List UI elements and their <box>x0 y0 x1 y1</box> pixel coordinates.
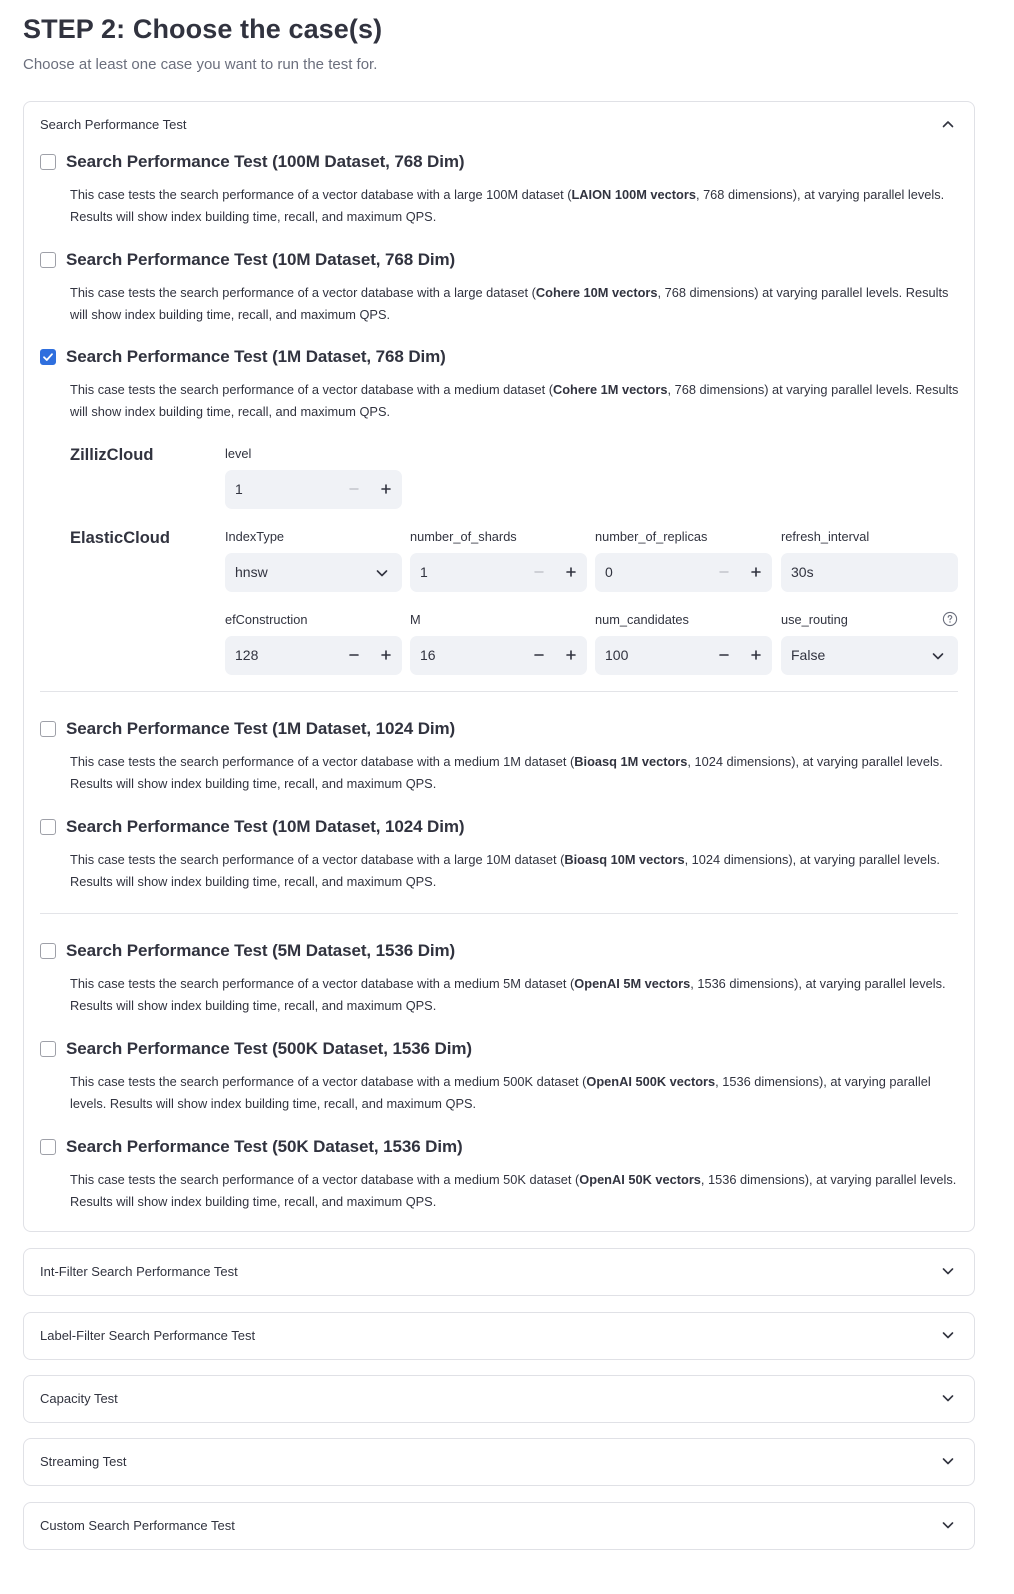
case-title: Search Performance Test (10M Dataset, 768 Dim) <box>66 250 456 269</box>
field-label-refresh: refresh_interval <box>781 529 870 544</box>
case-title: Search Performance Test (1M Dataset, 768 Dim) <box>66 347 446 366</box>
plus-icon[interactable] <box>746 562 766 582</box>
case-description: This case tests the search performance of a vector database with a large 10M dataset (Bioasq 10M vectors, 1024 dimensions), at varying parallel levels. Results will show index building time, recall, and maximum QPS. <box>70 852 940 889</box>
case-title: Search Performance Test (100M Dataset, 768 Dim) <box>66 152 465 171</box>
minus-icon[interactable] <box>714 562 734 582</box>
m-value: 16 <box>420 647 436 663</box>
expander-int-filter[interactable] <box>23 1248 975 1296</box>
field-label-level: level <box>225 446 252 461</box>
index-type-select[interactable] <box>225 553 402 592</box>
expander-header[interactable] <box>24 1503 974 1549</box>
db-label-elastic: ElasticCloud <box>70 529 170 547</box>
case-10m-768 <box>40 250 960 324</box>
use-routing-value: False <box>791 647 826 663</box>
use-routing-select[interactable] <box>781 636 958 675</box>
minus-icon[interactable] <box>529 562 549 582</box>
plus-icon[interactable] <box>561 562 581 582</box>
expander-label: Capacity Test <box>40 1391 118 1406</box>
expander-streaming[interactable] <box>23 1438 975 1486</box>
field-label-routing: use_routing <box>781 612 848 627</box>
case-5m-1536 <box>40 941 960 1015</box>
expander-header[interactable] <box>24 1313 974 1359</box>
minus-icon[interactable] <box>529 645 549 665</box>
case-checkbox[interactable] <box>40 1139 56 1155</box>
field-label-index-type: IndexType <box>225 529 285 544</box>
page-subtitle: Choose at least one case you want to run the test for. <box>23 56 378 73</box>
case-checkbox[interactable] <box>40 721 56 737</box>
minus-icon[interactable] <box>344 479 364 499</box>
page-title: STEP 2: Choose the case(s) <box>23 14 383 44</box>
expander-label: Custom Search Performance Test <box>40 1518 235 1533</box>
case-10m-1024 <box>40 817 960 891</box>
question-circle-icon[interactable] <box>942 611 958 627</box>
refresh-interval-value: 30s <box>791 564 814 580</box>
shards-stepper[interactable] <box>410 553 587 592</box>
plus-icon[interactable] <box>561 645 581 665</box>
level-value: 1 <box>235 481 243 497</box>
field-label-candidates: num_candidates <box>595 612 689 627</box>
expander-custom[interactable] <box>23 1502 975 1550</box>
chevron-down-icon[interactable] <box>940 1263 956 1279</box>
case-500k-1536 <box>40 1039 960 1113</box>
case-description: This case tests the search performance of a vector database with a medium dataset (Cohere 1M vectors, 768 dimensions) at varying parallel levels. Results will show index building time, recall, and maximum QPS. <box>70 382 959 419</box>
level-stepper[interactable] <box>225 470 402 509</box>
db-label-zilliz: ZillizCloud <box>70 446 154 464</box>
expander-capacity[interactable] <box>23 1375 975 1423</box>
case-title: Search Performance Test (1M Dataset, 1024 Dim) <box>66 719 456 738</box>
refresh-interval-input[interactable] <box>781 553 958 592</box>
expander-search-performance <box>23 101 975 1232</box>
case-checkbox[interactable] <box>40 252 56 268</box>
index-type-value: hnsw <box>235 564 268 580</box>
case-description: This case tests the search performance of a vector database with a large dataset (Cohere 10M vectors, 768 dimensions) at varying parallel levels. Results will show index building time, recall, and maximum QPS. <box>70 285 949 322</box>
expander-label: Int-Filter Search Performance Test <box>40 1264 238 1279</box>
expander-label: Label-Filter Search Performance Test <box>40 1328 256 1343</box>
expander-header-search-performance[interactable] <box>24 102 974 148</box>
case-title: Search Performance Test (5M Dataset, 1536 Dim) <box>66 941 456 960</box>
expander-header[interactable] <box>24 1376 974 1422</box>
case-title: Search Performance Test (500K Dataset, 1536 Dim) <box>66 1039 472 1058</box>
case-checkbox[interactable] <box>40 1041 56 1057</box>
case-checkbox[interactable] <box>40 349 56 365</box>
chevron-down-icon[interactable] <box>940 1453 956 1469</box>
case-description: This case tests the search performance of a vector database with a medium 1M dataset (Bioasq 1M vectors, 1024 dimensions), at varying parallel levels. Results will show index building time, recall, and maximum QPS. <box>70 754 943 791</box>
chevron-down-icon[interactable] <box>940 1327 956 1343</box>
plus-icon[interactable] <box>376 479 396 499</box>
case-description: This case tests the search performance of a vector database with a medium 500K dataset (OpenAI 500K vectors, 1536 dimensions), at varying parallel levels. Results will show index building time, recall, and maximum QPS. <box>70 1074 931 1111</box>
expander-header[interactable] <box>24 1439 974 1485</box>
minus-icon[interactable] <box>344 645 364 665</box>
num-candidates-value: 100 <box>605 647 629 663</box>
m-stepper[interactable] <box>410 636 587 675</box>
case-title: Search Performance Test (10M Dataset, 1024 Dim) <box>66 817 465 836</box>
expander-header[interactable] <box>24 1249 974 1295</box>
chevron-down-icon[interactable] <box>940 1390 956 1406</box>
ef-construction-stepper[interactable] <box>225 636 402 675</box>
case-description: This case tests the search performance of a vector database with a medium 50K dataset (OpenAI 50K vectors, 1536 dimensions), at varying parallel levels. Results will show index building time, recall, and maximum QPS. <box>70 1172 957 1209</box>
case-1m-768 <box>40 347 960 421</box>
expander-label-filter[interactable] <box>23 1312 975 1360</box>
replicas-value: 0 <box>605 564 613 580</box>
expander-label: Search Performance Test <box>40 117 187 132</box>
chevron-down-icon[interactable] <box>940 1517 956 1533</box>
case-description: This case tests the search performance of a vector database with a medium 5M dataset (OpenAI 5M vectors, 1536 dimensions), at varying parallel levels. Results will show index building time, recall, and maximum QPS. <box>70 976 946 1013</box>
chevron-down-icon <box>375 566 389 580</box>
divider <box>40 913 958 914</box>
expander-label: Streaming Test <box>40 1454 127 1469</box>
replicas-stepper[interactable] <box>595 553 772 592</box>
case-title: Search Performance Test (50K Dataset, 1536 Dim) <box>66 1137 463 1156</box>
chevron-up-icon[interactable] <box>940 116 956 132</box>
plus-icon[interactable] <box>746 645 766 665</box>
minus-icon[interactable] <box>714 645 734 665</box>
case-1m-1024 <box>40 719 960 793</box>
case-checkbox[interactable] <box>40 154 56 170</box>
chevron-down-icon <box>931 649 945 663</box>
field-label-ef: efConstruction <box>225 612 308 627</box>
num-candidates-stepper[interactable] <box>595 636 772 675</box>
case-checkbox[interactable] <box>40 819 56 835</box>
field-label-shards: number_of_shards <box>410 529 517 544</box>
ef-construction-value: 128 <box>235 647 259 663</box>
field-label-m: M <box>410 612 421 627</box>
case-50k-1536 <box>40 1137 960 1211</box>
divider <box>40 691 958 692</box>
check-icon <box>42 351 54 363</box>
shards-value: 1 <box>420 564 428 580</box>
case-description: This case tests the search performance of a vector database with a large 100M dataset (LAION 100M vectors, 768 dimensions), at varying parallel levels. Results will show index building time, recall, and maximum QPS. <box>70 187 945 224</box>
case-checkbox[interactable] <box>40 943 56 959</box>
case-100m-768 <box>40 152 960 226</box>
plus-icon[interactable] <box>376 645 396 665</box>
field-label-replicas: number_of_replicas <box>595 529 708 544</box>
